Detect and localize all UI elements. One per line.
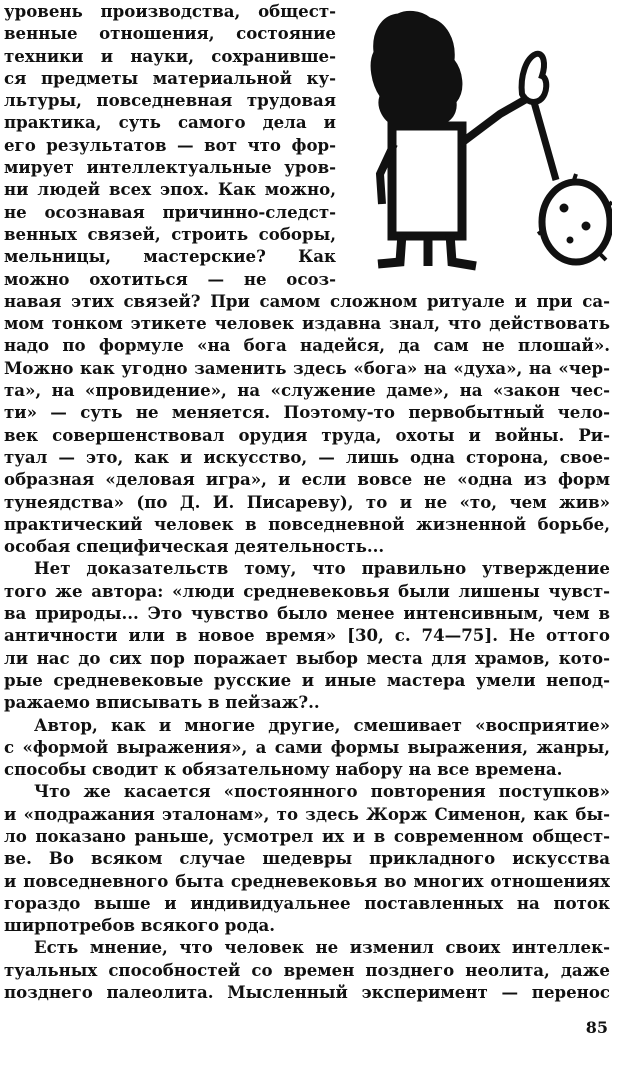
text-line: и «подражания эталонам», то здесь Жорж Сименон, как бы- [4, 803, 610, 824]
text-line: венные отношения, состояние [4, 23, 336, 44]
page-number: 85 [585, 1018, 608, 1037]
club-head [542, 182, 610, 262]
text-line: мельницы, мастерские? Как [4, 246, 336, 267]
full-width-paragraphs [4, 290, 610, 1004]
text-line: уровень производства, общест- [4, 1, 336, 21]
text-line: гораздо выше и индивидуальнее поставленных на поток [4, 892, 610, 913]
caveman-hand [522, 54, 547, 102]
text-line: рые средневековые русские и иные мастера умели непод- [4, 669, 610, 690]
text-line: не осознавая причинно-следст- [4, 201, 336, 222]
text-line: ширпотребов всякого рода. [4, 915, 276, 936]
text-line: Можно как угодно заменить здесь «бога» на «духа», на «чер- [4, 357, 610, 378]
text-line: навая этих связей? При самом сложном ритуале и при са- [4, 290, 610, 311]
text-line: Нет доказательств тому, что правильно утверждение [34, 558, 610, 579]
text-line: античности или в новое время» [30, с. 74—75]. Не оттого [4, 625, 610, 646]
text-line: способы сводит к обязательному набору на все времена. [4, 759, 563, 780]
text-line: ло показано раньше, усмотрел их и в современном общест- [4, 825, 610, 846]
text-line: Что же касается «постоянного повторения поступков» [34, 781, 610, 802]
text-line: Автор, как и многие другие, смешивает «восприятие» [34, 714, 610, 735]
text-line: того же автора: «люди средневековья были лишены чувст- [4, 580, 610, 601]
text-line: образная «деловая игра», и если вовсе не «одна из форм [4, 469, 610, 490]
text-line: мом тонком этикете человек издавна знал, что действовать [4, 313, 610, 334]
caveman-hair [371, 11, 462, 129]
text-line: ти» — суть не меняется. Поэтому-то первобытный чело- [4, 402, 610, 423]
caveman-illustration [350, 4, 612, 280]
text-line: особая специфическая деятельность... [4, 536, 385, 557]
text-line: позднего палеолита. Мысленный эксперимент — перенос [4, 982, 610, 1003]
text-line: можно охотиться — не осоз- [4, 268, 336, 289]
text-line: венных связей, строить соборы, [4, 223, 336, 244]
text-line: ся предметы материальной ку- [4, 67, 336, 88]
caveman-arm-right [460, 98, 528, 144]
text-line: ли нас до сих пор поражает выбор места для храмов, кото- [4, 647, 610, 668]
text-line: туальных способностей со времен позднего неолита, даже [4, 959, 610, 980]
text-line: ни людей всех эпох. Как можно, [4, 179, 336, 200]
text-line: туал — это, как и искусство, — лишь одна сторона, свое- [4, 446, 610, 467]
text-line: век совершенствовал орудия труда, охоты и войны. Ри- [4, 424, 610, 445]
text-line: льтуры, повседневная трудовая [4, 90, 336, 111]
text-line: и повседневного быта средневековья во многих отношениях [4, 870, 610, 891]
text-line: техники и науки, сохранивше- [4, 45, 336, 66]
text-line: та», на «провидение», на «служение даме», на «закон чес- [4, 380, 610, 401]
text-line: Есть мнение, что человек не изменил своих интеллек- [34, 937, 610, 958]
text-line: ва природы... Это чувство было менее интенсивным, чем в [4, 603, 610, 624]
text-line: мирует интеллектуальные уров- [4, 157, 336, 178]
caveman-body [392, 126, 462, 236]
club-handle [534, 102, 556, 180]
text-line: ражаемо вписывать в пейзаж?.. [4, 692, 320, 713]
text-line: практика, суть самого дела и [4, 112, 336, 133]
text-line: тунеядства» (по Д. И. Писареву), то и не «то, чем жив» [4, 491, 610, 512]
text-line: надо по формуле «на бога надейся, да сам не плошай». [4, 335, 610, 356]
text-line: его результатов — вот что фор- [4, 134, 336, 155]
text-line: практический человек в повседневной жизненной борьбе, [4, 513, 610, 534]
text-line: с «формой выражения», а сами формы выражения, жанры, [4, 736, 610, 757]
text-line: ве. Во всяком случае шедевры прикладного искусства [4, 848, 610, 869]
